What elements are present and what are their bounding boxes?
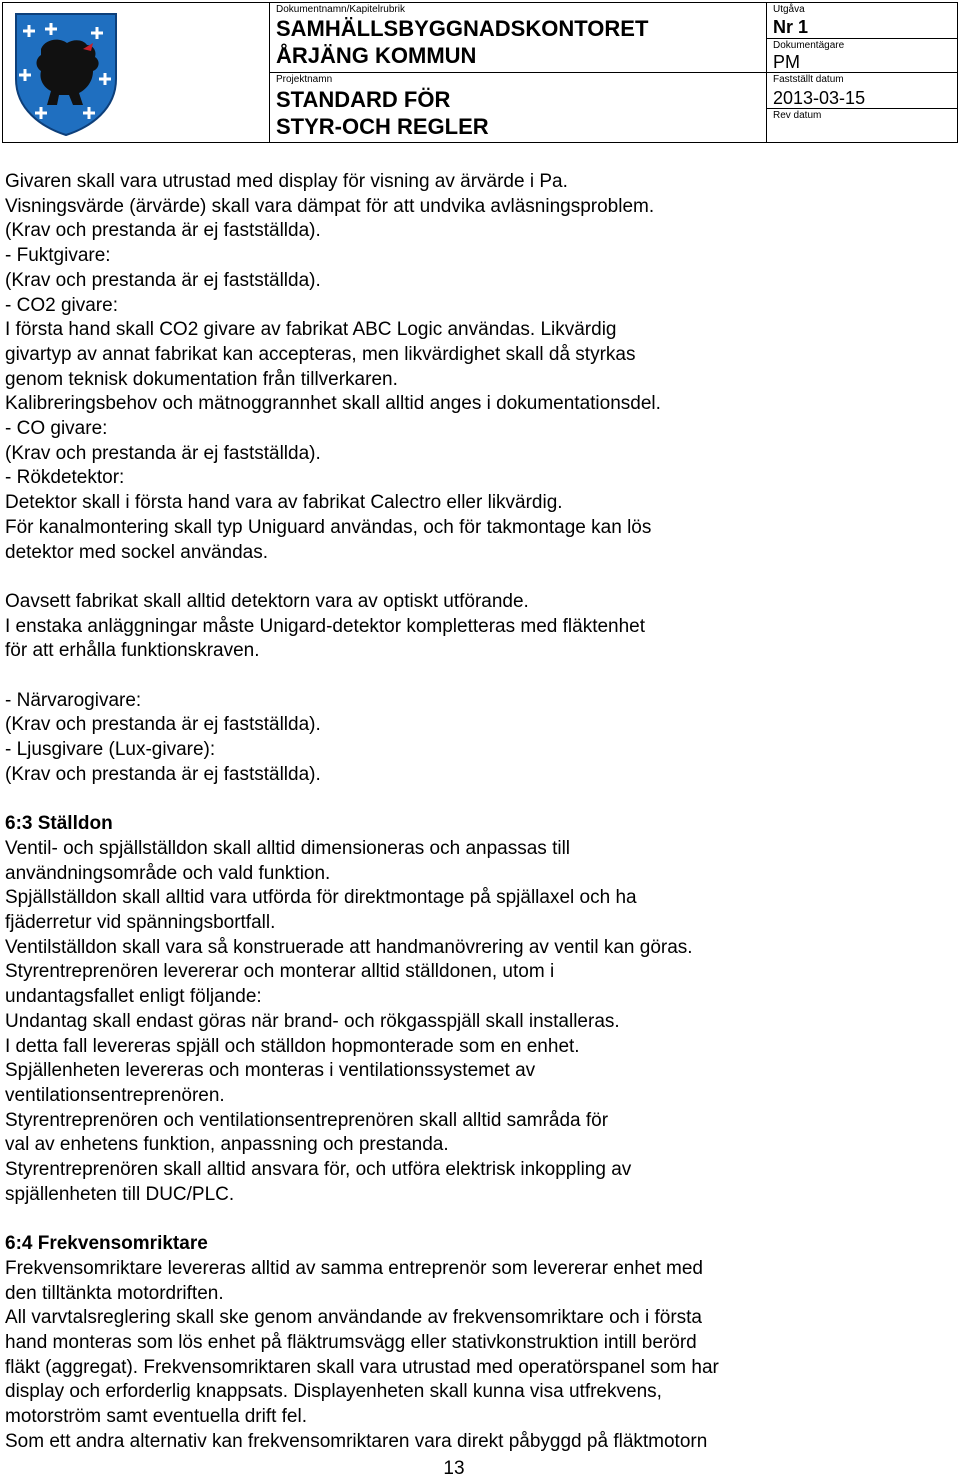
body-line: - Fuktgivare: xyxy=(5,245,111,267)
rev-box xyxy=(767,109,957,142)
blank-line xyxy=(5,565,945,590)
section-heading: 6:3 Ställdon xyxy=(5,813,113,835)
body-line: I detta fall levereras spjäll och ställdon hopmonterade som en enhet. xyxy=(5,1035,580,1057)
org-name-line1: SAMHÄLLSBYGGNADSKONTORET xyxy=(276,16,649,41)
body-line: Detektor skall i första hand vara av fabrikat Calectro eller likvärdig. xyxy=(5,492,563,514)
body-line: - Ljusgivare (Lux-givare): xyxy=(5,739,216,761)
body-line: Ventil- och spjällställdon skall alltid dimensioneras och anpassas till xyxy=(5,837,571,859)
body-line: Styrentreprenören levererar och monterar alltid ställdonen, utom i xyxy=(5,961,555,983)
body-line: spjällenheten till DUC/PLC. xyxy=(5,1183,235,1205)
body-line: för att erhålla funktionskraven. xyxy=(5,640,260,662)
chapter-label: Dokumentnamn/Kapitelrubrik xyxy=(276,4,405,15)
body-line: Frekvensomriktare levereras alltid av samma entreprenör som levererar enhet med xyxy=(5,1257,703,1279)
body-line: (Krav och prestanda är ej fastställda). xyxy=(5,714,321,736)
body-line: Givaren skall vara utrustad med display för visning av ärvärde i Pa. xyxy=(5,171,568,192)
body-line: fjäderretur vid spänningsbortfall. xyxy=(5,912,276,934)
body-line: Styrentreprenören skall alltid ansvara för, och utföra elektrisk inkoppling av xyxy=(5,1159,632,1181)
body-line: motorström samt eventuella drift fel. xyxy=(5,1406,307,1428)
body-line: Visningsvärde (ärvärde) skall vara dämpat för att undvika avläsningsproblem. xyxy=(5,195,655,217)
body-line: - CO2 givare: xyxy=(5,294,118,316)
blank-line xyxy=(5,788,945,813)
project-name-line2: STYR-OCH REGLER xyxy=(276,114,489,139)
edition-box xyxy=(767,3,957,39)
body-line: Som ett andra alternativ kan frekvensomriktaren vara direkt påbyggd på fläktmotorn xyxy=(5,1430,708,1452)
date-box xyxy=(767,73,957,109)
document-header xyxy=(2,2,958,143)
body-line: I första hand skall CO2 givare av fabrikat ABC Logic användas. Likvärdig xyxy=(5,319,617,341)
body-line: genom teknisk dokumentation från tillverkaren. xyxy=(5,368,398,390)
body-line: - CO givare: xyxy=(5,418,108,440)
body-line: Oavsett fabrikat skall alltid detektorn vara av optiskt utförande. xyxy=(5,590,529,612)
coat-of-arms-bear-icon xyxy=(11,9,121,139)
chapter-box xyxy=(270,3,766,73)
body-line: Styrentreprenören och ventilationsentreprenören skall alltid samråda för xyxy=(5,1109,609,1131)
body-line: (Krav och prestanda är ej fastställda). xyxy=(5,442,321,464)
org-name-line2: ÅRJÄNG KOMMUN xyxy=(276,43,477,68)
page-number: 13 xyxy=(443,1458,465,1479)
body-line: den tilltänkta motordriften. xyxy=(5,1282,224,1304)
body-line: användningsområde och vald funktion. xyxy=(5,862,331,884)
blank-line xyxy=(5,1207,945,1232)
body-line: display och erforderlig knappsats. Displayenheten skall kunna visa utfrekvens, xyxy=(5,1381,662,1403)
title-cell xyxy=(270,3,767,142)
blank-line xyxy=(5,664,945,689)
logo-cell xyxy=(3,3,270,142)
body-line: detektor med sockel användas. xyxy=(5,541,268,563)
body-text xyxy=(5,170,945,1455)
section-heading: 6:4 Frekvensomriktare xyxy=(5,1233,208,1255)
edition-value: Nr 1 xyxy=(773,17,809,37)
owner-value: PM xyxy=(773,52,800,72)
body-line: Undantag skall endast göras när brand- och rökgasspjäll skall installeras. xyxy=(5,1010,620,1032)
body-line: (Krav och prestanda är ej fastställda). xyxy=(5,220,321,242)
body-line: I enstaka anläggningar måste Unigard-detektor kompletteras med fläktenhet xyxy=(5,615,646,637)
project-name-line1: STANDARD FÖR xyxy=(276,87,451,112)
body-line: undantagsfallet enligt följande: xyxy=(5,986,262,1008)
edition-label: Utgåva xyxy=(773,4,805,15)
body-line: (Krav och prestanda är ej fastställda). xyxy=(5,269,321,291)
body-line: fläkt (aggregat). Frekvensomriktaren skall vara utrustad med operatörspanel som har xyxy=(5,1356,719,1378)
body-line: - Närvarogivare: xyxy=(5,689,142,711)
project-label: Projektnamn xyxy=(276,74,333,85)
body-line: För kanalmontering skall typ Uniguard användas, och för takmontage kan lös xyxy=(5,516,652,538)
body-line: val av enhetens funktion, anpassning och prestanda. xyxy=(5,1134,449,1156)
owner-label: Dokumentägare xyxy=(773,40,845,51)
body-line: Ventilställdon skall vara så konstruerade att handmanövrering av ventil kan göras. xyxy=(5,936,693,958)
body-line: ventilationsentreprenören. xyxy=(5,1084,225,1106)
body-line: hand monteras som lös enhet på fläktrumsvägg eller stativkonstruktion intill berörd xyxy=(5,1331,697,1353)
rev-label: Rev datum xyxy=(773,110,822,121)
body-line: All varvtalsreglering skall ske genom användande av frekvensomriktare och i första xyxy=(5,1307,702,1329)
body-line: Spjällenheten levereras och monteras i ventilationssystemet av xyxy=(5,1060,536,1082)
body-line: (Krav och prestanda är ej fastställda). xyxy=(5,763,321,785)
date-label: Fastställt datum xyxy=(773,74,844,85)
body-line: Kalibreringsbehov och mätnoggrannhet skall alltid anges i dokumentationsdel. xyxy=(5,393,661,415)
owner-box xyxy=(767,39,957,73)
body-line: Spjällställdon skall alltid vara utförda för direktmontage på spjällaxel och ha xyxy=(5,887,637,909)
meta-cell xyxy=(767,3,957,142)
body-line: givartyp av annat fabrikat kan accepteras, men likvärdighet skall då styrkas xyxy=(5,343,636,365)
date-value: 2013-03-15 xyxy=(773,88,866,108)
body-line: - Rökdetektor: xyxy=(5,467,125,489)
